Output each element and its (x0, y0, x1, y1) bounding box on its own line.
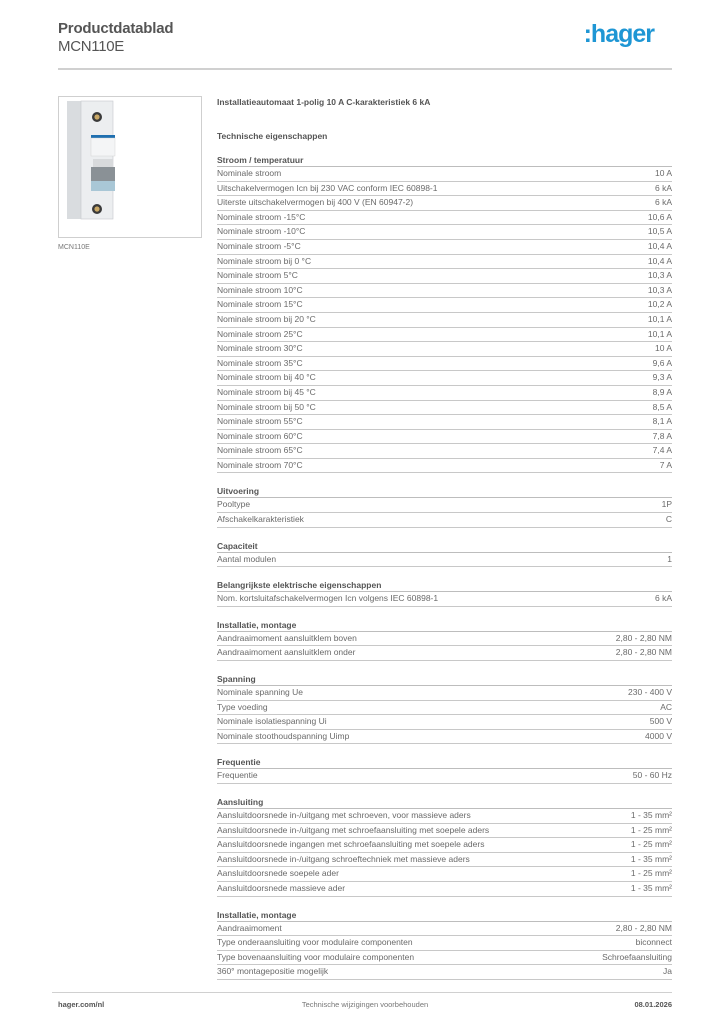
property-value: 6 kA (654, 593, 672, 604)
property-label: Nominale stroom -15°C (217, 211, 306, 222)
page-title: Productdatablad (58, 20, 174, 37)
footer-website: hager.com/nl (58, 1000, 105, 1009)
table-row (217, 730, 672, 745)
table-row (217, 513, 672, 528)
property-label: Aansluitdoorsnede ingangen met schroefaansluiting met soepele aders (217, 839, 485, 850)
table-row (217, 936, 672, 951)
section-title: Uitvoering (217, 485, 672, 498)
table-row (217, 182, 672, 197)
property-label: Nominale stroom 55°C (217, 416, 303, 427)
spec-section (217, 579, 672, 607)
table-row (217, 240, 672, 255)
section-title: Stroom / temperatuur (217, 154, 672, 167)
table-row (217, 922, 672, 937)
property-value: 10,5 A (647, 226, 672, 237)
property-value: 1 - 35 mm² (630, 810, 672, 820)
property-value: 8,5 A (652, 401, 672, 412)
table-row (217, 632, 672, 647)
circuit-breaker-icon (59, 97, 201, 237)
product-code: MCN110E (58, 38, 124, 55)
page-header (58, 20, 672, 70)
spec-section (217, 756, 672, 784)
property-value: 1 - 25 mm² (630, 839, 672, 850)
property-value: 7 A (659, 459, 672, 470)
property-value: 1 - 25 mm² (630, 868, 672, 879)
property-value: 1 - 35 mm² (630, 882, 672, 893)
property-label: Nominale stroom (217, 168, 282, 178)
tech-properties-heading: Technische eigenschappen (217, 131, 328, 141)
property-label: Aandraaimoment aansluitklem boven (217, 632, 357, 643)
table-row (217, 284, 672, 299)
property-value: 8,9 A (652, 386, 672, 397)
table-row (217, 342, 672, 357)
table-row (217, 867, 672, 882)
property-label: Nominale stroom 35°C (217, 357, 303, 368)
table-row (217, 269, 672, 284)
table-row (217, 415, 672, 430)
table-row (217, 809, 672, 824)
table-row (217, 298, 672, 313)
property-value: 1 - 35 mm² (630, 853, 672, 864)
section-title: Installatie, montage (217, 909, 672, 922)
property-label: Aandraaimoment aansluitklem onder (217, 647, 356, 658)
property-value: 1P (661, 499, 672, 510)
property-value: 10,4 A (647, 255, 672, 266)
table-row (217, 838, 672, 853)
table-row (217, 444, 672, 459)
property-label: Aansluitdoorsnede in-/uitgang schroeftechniek met massieve aders (217, 853, 470, 864)
property-label: Pooltype (217, 499, 251, 510)
section-title: Installatie, montage (217, 619, 672, 632)
property-value: Schroefaansluiting (602, 951, 672, 962)
property-value: 10,3 A (647, 284, 672, 295)
table-row (217, 701, 672, 716)
property-label: Nominale stroom 25°C (217, 328, 303, 339)
property-value: 10,1 A (647, 328, 672, 339)
table-row (217, 211, 672, 226)
spec-section (217, 154, 672, 473)
property-label: Nominale stroom bij 50 °C (217, 401, 316, 412)
property-label: Uiterste uitschakelvermogen bij 400 V (EN 60947-2) (217, 197, 414, 208)
property-label: Aansluitdoorsnede massieve ader (217, 882, 346, 893)
property-value: 9,3 A (652, 372, 672, 383)
table-row (217, 328, 672, 343)
property-value: C (665, 514, 672, 525)
property-value: 10,6 A (647, 211, 672, 222)
table-row (217, 853, 672, 868)
property-label: Nominale stroom 15°C (217, 299, 303, 310)
table-row (217, 196, 672, 211)
spec-sheet (217, 96, 672, 980)
spec-section (217, 909, 672, 980)
table-row (217, 686, 672, 701)
table-row (217, 769, 672, 784)
property-value: 230 - 400 V (628, 687, 672, 698)
table-row (217, 553, 672, 568)
table-row (217, 386, 672, 401)
footer-disclaimer: Technische wijzigingen voorbehouden (301, 1000, 429, 1009)
property-label: Nominale stroom 10°C (217, 284, 303, 295)
property-value: 6 kA (654, 182, 672, 193)
property-label: Nominale stroom bij 20 °C (217, 313, 316, 324)
property-label: Nominale stroom -10°C (217, 226, 306, 237)
property-label: Frequentie (217, 770, 258, 781)
table-row (217, 592, 672, 607)
table-row (217, 951, 672, 966)
property-label: Nominale stroom bij 40 °C (217, 372, 316, 383)
section-title: Capaciteit (217, 540, 672, 553)
property-label: Nominale stroom bij 45 °C (217, 386, 316, 397)
property-value: 10,4 A (647, 240, 672, 251)
property-value: 9,6 A (652, 357, 672, 368)
table-row (217, 882, 672, 897)
table-row (217, 498, 672, 513)
property-label: Nom. kortsluitafschakelvermogen Icn volgens IEC 60898-1 (217, 593, 439, 604)
table-row (217, 715, 672, 730)
property-value: 10,2 A (647, 299, 672, 310)
property-label: Type voeding (217, 701, 268, 712)
property-value: 2,80 - 2,80 NM (615, 632, 672, 643)
property-label: Aansluitdoorsnede soepele ader (217, 868, 339, 879)
spec-sections (217, 154, 672, 980)
footer-date: 08.01.2026 (634, 1000, 672, 1009)
property-label: Nominale stroom 60°C (217, 430, 303, 441)
page-footer (58, 1000, 672, 1012)
table-row (217, 824, 672, 839)
property-value: 10,3 A (647, 270, 672, 281)
table-row (217, 646, 672, 661)
property-label: Aandraaimoment (217, 922, 282, 933)
spec-section (217, 673, 672, 744)
property-label: Nominale stoothoudspanning Uimp (217, 730, 350, 741)
section-title: Frequentie (217, 756, 672, 769)
property-value: 10 A (654, 168, 672, 178)
table-row (217, 371, 672, 386)
property-value: biconnect (635, 937, 672, 948)
property-value: 50 - 60 Hz (632, 770, 672, 781)
property-value: 2,80 - 2,80 NM (615, 647, 672, 658)
spec-section (217, 796, 672, 897)
property-label: Type onderaansluiting voor modulaire componenten (217, 937, 413, 948)
property-label: Nominale stroom bij 0 °C (217, 255, 312, 266)
table-row (217, 313, 672, 328)
property-value: 1 - 25 mm² (630, 824, 672, 835)
header-divider (58, 68, 672, 70)
property-label: Nominale stroom 70°C (217, 459, 303, 470)
table-row (217, 430, 672, 445)
property-label: Type bovenaansluiting voor modulaire componenten (217, 951, 415, 962)
property-label: Aansluitdoorsnede in-/uitgang met schroefaansluiting met soepele aders (217, 824, 490, 835)
table-row (217, 167, 672, 182)
property-value: 1 (667, 553, 672, 564)
property-label: Nominale isolatiespanning Ui (217, 716, 327, 727)
property-label: Aansluitdoorsnede in-/uitgang met schroeven, voor massieve aders (217, 810, 471, 820)
table-row (217, 459, 672, 474)
property-value: 4000 V (645, 730, 672, 741)
property-value: 10 A (654, 343, 672, 354)
product-name: Installatieautomaat 1-polig 10 A C-karakteristiek 6 kA (217, 97, 431, 107)
table-row (217, 225, 672, 240)
section-title: Aansluiting (217, 796, 672, 809)
property-label: Nominale stroom 5°C (217, 270, 298, 281)
property-value: 6 kA (654, 197, 672, 208)
property-label: Nominale stroom 65°C (217, 445, 303, 456)
property-value: 7,4 A (652, 445, 672, 456)
property-label: Nominale stroom -5°C (217, 240, 301, 251)
property-value: Ja (663, 966, 672, 977)
property-label: Nominale stroom 30°C (217, 343, 303, 354)
spec-section (217, 619, 672, 661)
spec-section (217, 485, 672, 527)
footer-divider (52, 992, 672, 993)
property-value: 10,1 A (647, 313, 672, 324)
table-row (217, 255, 672, 270)
product-image (58, 96, 202, 238)
hager-logo: :hager (583, 20, 654, 48)
property-label: Uitschakelvermogen Icn bij 230 VAC conform IEC 60898-1 (217, 182, 438, 193)
image-caption: MCN110E (58, 244, 90, 251)
section-title: Spanning (217, 673, 672, 686)
property-value: 8,1 A (652, 416, 672, 427)
table-row (217, 965, 672, 980)
property-value: AC (660, 701, 672, 712)
property-label: Afschakelkarakteristiek (217, 514, 304, 525)
table-row (217, 357, 672, 372)
property-label: Aantal modulen (217, 553, 277, 564)
property-value: 7,8 A (652, 430, 672, 441)
spec-section (217, 540, 672, 568)
property-value: 2,80 - 2,80 NM (615, 922, 672, 933)
property-value: 500 V (649, 716, 672, 727)
property-label: 360° montagepositie mogelijk (217, 966, 329, 977)
property-label: Nominale spanning Ue (217, 687, 303, 698)
table-row (217, 401, 672, 416)
section-title: Belangrijkste elektrische eigenschappen (217, 579, 672, 592)
